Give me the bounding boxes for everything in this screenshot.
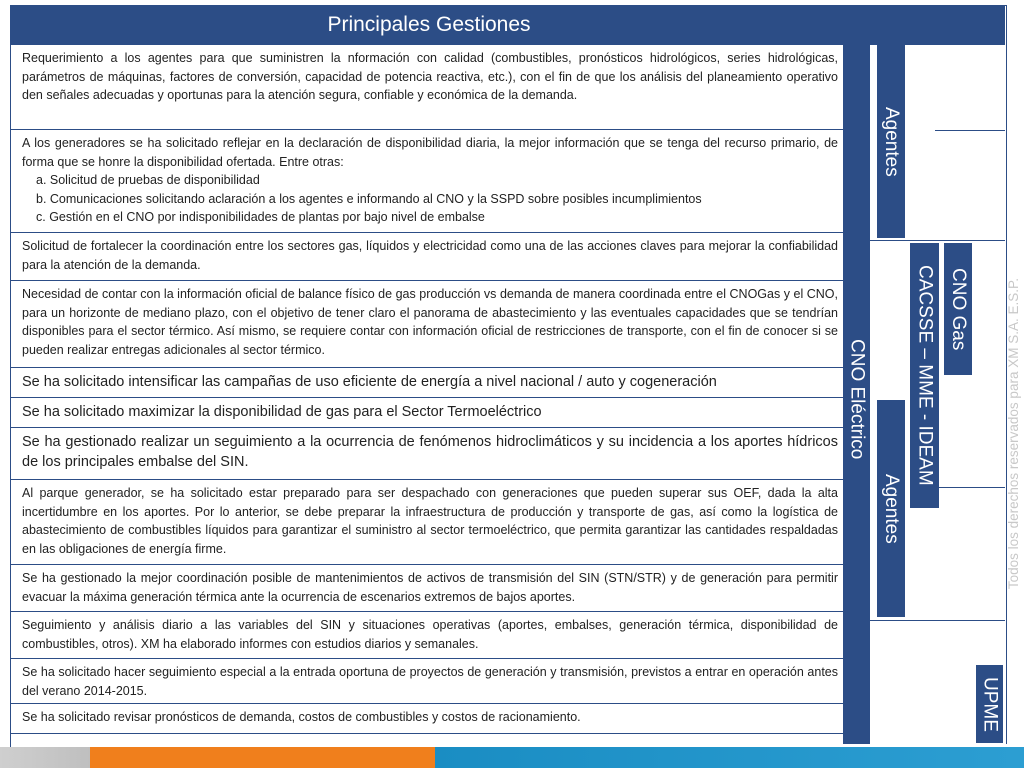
table-row bbox=[10, 398, 848, 428]
watermark-text: Todos los derechos reservados para XM S.A. E.S.P. bbox=[1005, 278, 1021, 590]
row-divider bbox=[935, 487, 1005, 489]
row-text: Necesidad de contar con la información oficial de balance físico de gas producción vs demanda de manera coordinada entre el CNOGas y el CNO, para un horizonte de mediano plazo, con el objetivo de tener claro el panorama de abastecimiento y las eventuales capacidades que se tendrían disponibles para el sector térmico. Así mismo, se requiere contar con información oficial de restricciones de transporte, con el fin de conocer si se pueden realizar entregas adicionales al sector térmico. bbox=[22, 287, 838, 357]
row-text: Requerimiento a los agentes para que suministren la nformación con calidad (combustibles, pronósticos hidrológicos, series hidrológicas, parámetros de máquinas, factores de conversión, capacidad de potencia reactiva, etc.), con el fin de que los análisis del planeamiento operativo den señales adecuadas y oportunas para la atención segura, confiable y económica de la demanda. bbox=[22, 51, 838, 102]
table-row bbox=[10, 281, 848, 368]
row-text: Se ha solicitado revisar pronósticos de demanda, costos de combustibles y costos de racionamiento. bbox=[22, 710, 581, 724]
row-text: Se ha gestionado la mejor coordinación posible de mantenimientos de activos de transmisión del SIN (STN/STR) y de generación para permitir evacuar la máxima generación térmica ante la ocurrencia de escenarios extremos de bajos aportes. bbox=[22, 571, 838, 604]
row-divider bbox=[870, 620, 1005, 622]
copyright-watermark bbox=[1003, 236, 1023, 632]
row-divider bbox=[935, 130, 1005, 132]
cacsse-bar bbox=[910, 243, 939, 508]
table-row bbox=[10, 612, 848, 659]
table-row bbox=[10, 130, 848, 233]
agentes-top-bar bbox=[877, 45, 905, 238]
row-text: Solicitud de fortalecer la coordinación entre los sectores gas, líquidos y electricidad como una de las acciones claves para mejorar la confiabilidad para la atención de la demanda. bbox=[22, 239, 838, 272]
upme-label: UPME bbox=[979, 676, 1001, 732]
list-item: a. Solicitud de pruebas de disponibilidad bbox=[36, 173, 260, 187]
row-text: Al parque generador, se ha solicitado estar preparado para ser despachado con generaciones que pueden superar sus OEF, dada la alta incertidumbre en los aportes. Por lo anterior, se debe preparar la infraestructura de producción y transporte de gas, así como la logística de abastecimiento de combustibles líquidos para garantizar el suministro al sector termoeléctrico, que permita garantizar las cantidades respaldadas en las obligaciones de energía firme. bbox=[22, 486, 838, 556]
list-item: c. Gestión en el CNO por indisponibilidades de plantas por bajo nivel de embalse bbox=[36, 210, 485, 224]
agentes-top-label: Agentes bbox=[881, 106, 902, 177]
cno-gas-bar bbox=[944, 243, 972, 375]
table-header bbox=[10, 5, 848, 45]
table-row bbox=[10, 480, 848, 565]
row-text: Seguimiento y análisis diario a las variables del SIN y situaciones operativas (aportes, embalses, generación térmica, disponibilidad de combustibles, otros). XM ha elaborado informes con estudios diarios y semanales. bbox=[22, 618, 838, 651]
table-row bbox=[10, 428, 848, 480]
page-title: Principales Gestiones bbox=[327, 13, 531, 36]
table-row bbox=[10, 233, 848, 281]
gestiones-list bbox=[10, 45, 848, 734]
cacsse-label: CACSSE – MME - IDEAM bbox=[914, 265, 936, 486]
row-text: Se ha solicitado maximizar la disponibilidad de gas para el Sector Termoeléctrico bbox=[22, 404, 542, 420]
footer-stripe-highlight bbox=[300, 744, 1024, 747]
table-row bbox=[10, 45, 848, 130]
agentes-bottom-bar bbox=[877, 400, 905, 617]
footer-stripe bbox=[0, 747, 1024, 768]
table-row bbox=[10, 368, 848, 398]
row-sublist bbox=[22, 171, 838, 227]
agentes-bottom-label: Agentes bbox=[881, 473, 902, 544]
cno-gas-label: CNO Gas bbox=[948, 267, 969, 351]
row-text: A los generadores se ha solicitado reflejar en la declaración de disponibilidad diaria, la mejor información que se tenga del recurso primario, de forma que se honre la disponibilidad ofertada. Entre otras: bbox=[22, 136, 838, 169]
cno-electrico-label: CNO Eléctrico bbox=[846, 338, 868, 460]
list-item: b. Comunicaciones solicitando aclaración a los agentes e informando al CNO y la SSPD sobre posibles incumplimientos bbox=[36, 191, 702, 206]
table-row bbox=[10, 704, 848, 734]
upme-bar bbox=[976, 665, 1003, 743]
row-text: Se ha solicitado hacer seguimiento especial a la entrada oportuna de proyectos de generación y transmisión, previstos a entrar en operación antes del verano 2014-2015. bbox=[22, 665, 838, 698]
cno-electrico-bar bbox=[843, 45, 870, 753]
row-divider bbox=[870, 240, 1005, 242]
table-row bbox=[10, 565, 848, 612]
table-row bbox=[10, 659, 848, 704]
table-header-extension bbox=[848, 5, 1005, 45]
row-text: Se ha gestionado realizar un seguimiento a la ocurrencia de fenómenos hidroclimáticos y su incidencia a los aportes hídricos de los principales embalse del SIN. bbox=[22, 434, 838, 470]
row-text: Se ha solicitado intensificar las campañas de uso eficiente de energía a nivel nacional / auto y cogeneración bbox=[22, 374, 717, 390]
